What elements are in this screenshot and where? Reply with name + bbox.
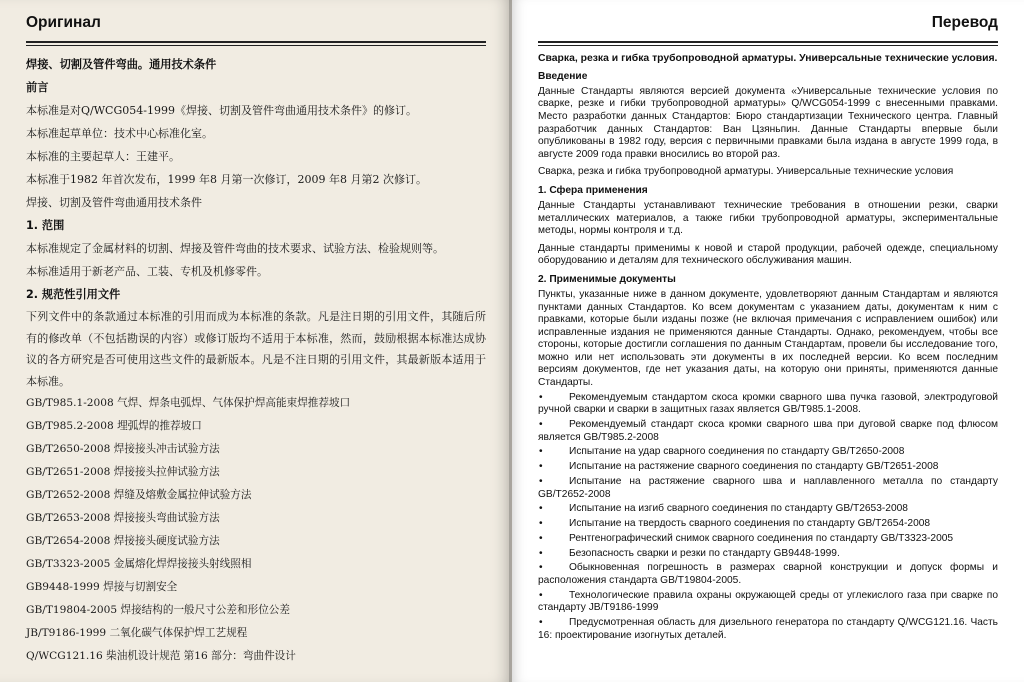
foreword-line: 焊接、切割及管件弯曲通用技术条件 xyxy=(26,196,202,209)
intro-heading: Введение xyxy=(538,70,588,82)
reference-text: Обыкновенная погрешность в размерах сварной конструкции и допуск формы и расположения стандарта GB/T19804-2005. xyxy=(538,562,998,587)
bullet-icon: • xyxy=(539,518,543,530)
bullet-icon: • xyxy=(539,547,543,559)
bullet-icon: • xyxy=(539,532,543,544)
reference-list-item xyxy=(538,518,998,531)
reference-item: JB/T9186-1999 二氧化碳气体保护焊工艺规程 xyxy=(26,627,248,639)
bullet-icon: • xyxy=(539,617,543,629)
reference-item: GB/T19804-2005 焊接结构的一般尺寸公差和形位公差 xyxy=(26,604,290,616)
scope-heading: 1. Сфера применения xyxy=(538,184,648,196)
reference-text: Предусмотренная область для дизельного генератора по стандарту Q/WCG121.16. Часть 16: проектирование изогнутых деталей. xyxy=(538,617,998,641)
foreword-line: 本标准起草单位：技术中心标准化室。 xyxy=(26,127,213,140)
reference-list-item xyxy=(538,419,998,444)
reference-item: GB/T3323-2005 金属熔化焊焊接接头射线照相 xyxy=(26,558,252,570)
references-paragraph: Пункты, указанные ниже в данном документе, удовлетворяют данным Стандартам и являются пунктами данных Стандартов. Ко всем документам с указанием даты, документам к ним с правками, которые были изданы позже (не включая примечания с исправлением ошибок) или исправленные издания не применяются данные Стандарты. Однако, рекомендуем, чтобы все стороны, которые достигли соглашения по данным Стандартам, провели бы исследование того, можно или нет использовать эти документы в их последней версии. Ко всем последним версиям документов, где нет указания даты, на которую они приняты, применяются данные Стандарты. xyxy=(538,288,998,389)
scope-line: 本标准规定了金属材料的切割、焊接及管件弯曲的技术要求、试验方法、检验规则等。 xyxy=(26,242,444,255)
reference-text: Безопасность сварки и резки по стандарту GB9448-1999. xyxy=(569,547,840,559)
bullet-icon: • xyxy=(539,475,543,487)
reference-text: Испытание на твердость сварного соединения по стандарту GB/T2654-2008 xyxy=(569,518,931,530)
reference-list-item xyxy=(538,590,998,615)
reference-item: GB/T2654-2008 焊接接头硬度试验方法 xyxy=(26,535,220,547)
reference-list-item xyxy=(538,533,998,546)
foreword-line: 本标准是对Q/WCG054-1999《焊接、切割及管件弯曲通用技术条件》的修订。 xyxy=(26,104,417,117)
reference-list-item xyxy=(538,392,998,417)
reference-item: GB/T2651-2008 焊接接头拉伸试验方法 xyxy=(26,466,220,478)
bullet-icon: • xyxy=(539,391,543,403)
original-page-header: Оригинал xyxy=(26,14,101,31)
reference-item: GB/T2652-2008 焊缝及熔敷金属拉伸试验方法 xyxy=(26,489,252,501)
document-title: 焊接、切割及管件弯曲。通用技术条件 xyxy=(26,58,217,71)
foreword-line: 本标准的主要起草人：王建平。 xyxy=(26,150,180,163)
bullet-icon: • xyxy=(539,419,543,431)
original-content xyxy=(26,53,486,668)
scope-line: 本标准适用于新老产品、工装、专机及机修零件。 xyxy=(26,265,268,278)
translation-page-header: Перевод xyxy=(931,14,998,31)
bullet-icon: • xyxy=(539,589,543,601)
reference-text: Испытание на растяжение сварного шва и наплавленного металла по стандарту GB/T2652-2008 xyxy=(538,475,998,500)
references-paragraph: 下列文件中的条款通过本标准的引用而成为本标准的条款。凡是注日期的引用文件，其随后所有的修改单（不包括勘误的内容）或修订版均不适用于本标准，然而，鼓励根据本标准达成协议的各方研究是否可使用这些文件的最新版本。凡是不注日期的引用文件，其最新版本适用于本标准。 xyxy=(26,310,486,388)
reference-text: Рекомендуемый стандарт скоса кромки сварного шва при дуговой сварке под флюсом является GB/T985.2-2008 xyxy=(538,419,998,443)
reference-list-item xyxy=(538,548,998,561)
reference-list-item xyxy=(538,476,998,501)
intro-paragraph: Данные Стандарты являются версией документа «Универсальные технические условия по сварке, резке и гибки трубопроводной арматуры» Q/WCG054-1999 с внесенными правками. Место разработки данных Стандартов: Бюро стандартизации Технического центра. Главный разработчик данных Стандартов: Ван Цзяньпин. Данные Стандарты впервые были опубликованы в 1982 году, версия с первичными правками была издана в августе 1999 года, в августе 2009 года правки вносились во второй раз. xyxy=(538,85,998,160)
reference-item: GB/T2650-2008 焊接接头冲击试验方法 xyxy=(26,443,220,455)
header-rule xyxy=(26,41,486,46)
foreword-heading: 前言 xyxy=(26,81,49,94)
bullet-icon: • xyxy=(539,503,543,515)
reference-list-item xyxy=(538,562,998,587)
translation-content xyxy=(538,53,998,642)
reference-text: Испытание на изгиб сварного соединения по стандарту GB/T2653-2008 xyxy=(569,503,908,515)
bullet-icon: • xyxy=(539,562,543,574)
foreword-line: 本标准于1982 年首次发布，1999 年8 月第一次修订，2009 年8 月第2 次修订。 xyxy=(26,173,427,186)
reference-list-item xyxy=(538,461,998,474)
reference-item: GB9448-1999 焊接与切割安全 xyxy=(26,581,178,593)
scope-paragraph: Данные Стандарты устанавливают технические требования в отношении резки, сварки металлических материалов, а также гибки трубопроводной арматуры, экспериментальные методы, нормы контроля и т.д. xyxy=(538,199,998,237)
reference-list-item xyxy=(538,617,998,642)
reference-text: Рентгенографический снимок сварного соединения по стандарту GB/T3323-2005 xyxy=(569,532,954,544)
reference-text: Рекомендуемым стандартом скоса кромки сварного шва пучка газовой, электродуговой ручной сварки и сварки в защитных газах является GB/T985.1-2008. xyxy=(538,391,998,416)
reference-list-item xyxy=(538,446,998,459)
translated-title: Сварка, резка и гибка трубопроводной арматуры. Универсальные технические условия. xyxy=(538,53,998,64)
reference-item: GB/T2653-2008 焊接接头弯曲试验方法 xyxy=(26,512,220,524)
reference-text: Испытание на растяжение сварного соединения по стандарту GB/T2651-2008 xyxy=(569,461,939,473)
reference-list-item xyxy=(538,503,998,516)
reference-item: Q/WCG121.16 柴油机设计规范 第16 部分：弯曲件设计 xyxy=(26,650,296,662)
intro-repeat-title: Сварка, резка и гибка трубопроводной арматуры. Универсальные технические условия xyxy=(538,166,954,178)
reference-text: Испытание на удар сварного соединения по стандарту GB/T2650-2008 xyxy=(569,446,905,458)
reference-item: GB/T985.1-2008 气焊、焊条电弧焊、气体保护焊高能束焊推荐坡口 xyxy=(26,397,351,409)
references-heading: 2. 规范性引用文件 xyxy=(26,288,121,301)
scope-heading: 1. 范围 xyxy=(26,219,65,232)
translation-page xyxy=(512,0,1024,682)
references-list xyxy=(538,392,998,643)
bullet-icon: • xyxy=(539,461,543,473)
reference-item: GB/T985.2-2008 埋弧焊的推荐坡口 xyxy=(26,420,202,432)
scope-paragraph: Данные стандарты применимы к новой и старой продукции, рабочей одежде, специальному оборудованию и деталям для технического обслуживания машин. xyxy=(538,242,998,267)
header-rule xyxy=(538,41,998,46)
bullet-icon: • xyxy=(539,446,543,458)
references-heading: 2. Применимые документы xyxy=(538,273,676,285)
reference-text: Технологические правила охраны окружающей среды от углекислого газа при сварке по стандарту JB/T9186-1999 xyxy=(538,589,998,614)
